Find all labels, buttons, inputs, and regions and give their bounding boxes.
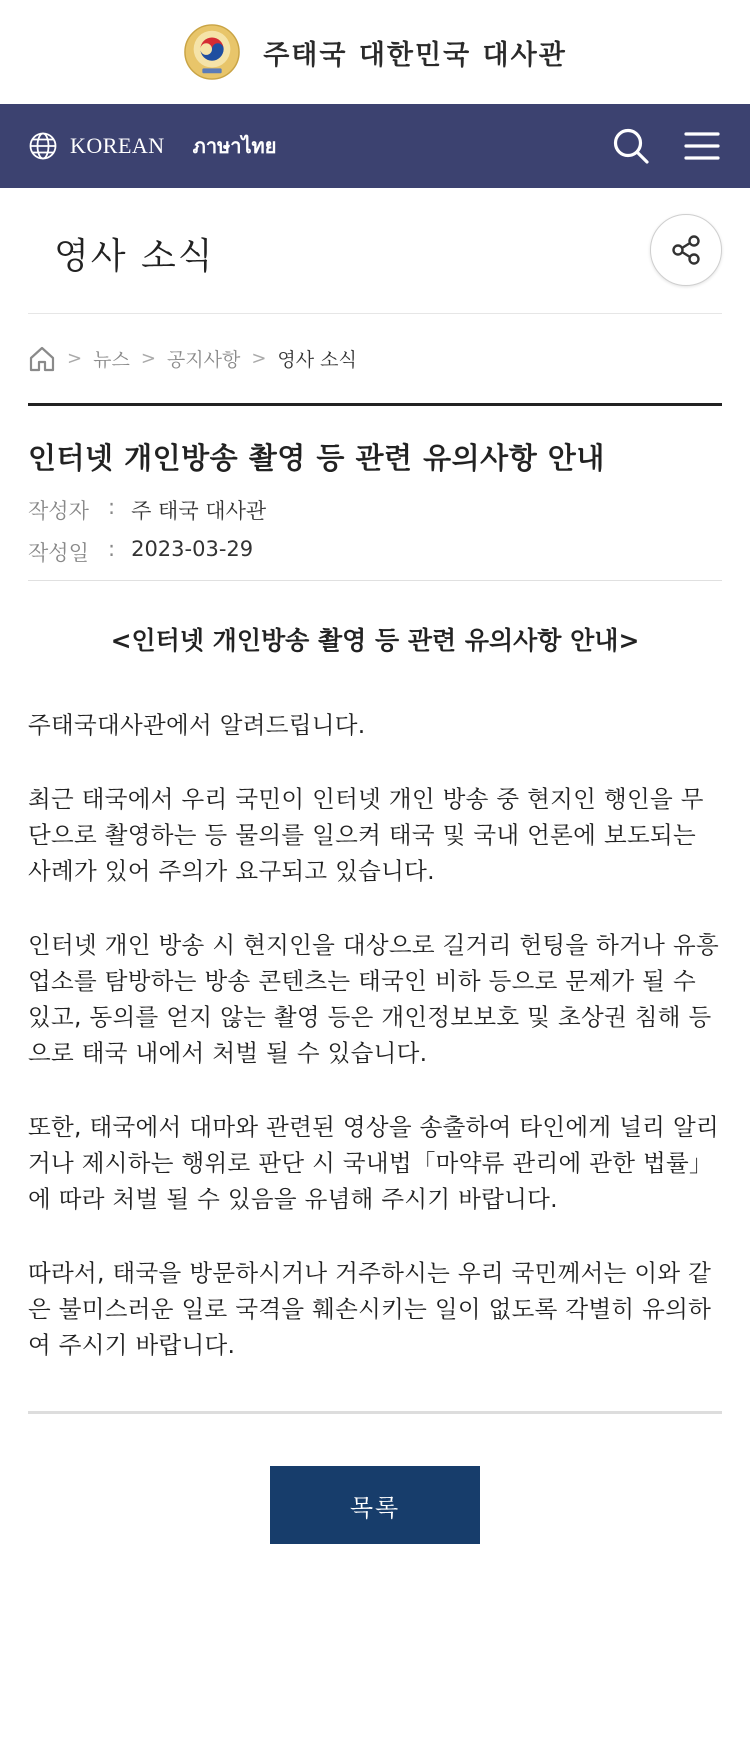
breadcrumb	[28, 314, 722, 406]
korea-embassy-emblem-icon[interactable]	[183, 23, 241, 81]
body-paragraph: 최근 태국에서 우리 국민이 인터넷 개인 방송 중 현지인 행인을 무단으로 촬영하는 등 물의를 일으켜 태국 및 국내 언론에 보도되는 사례가 있어 주의가 요구되고 있습니다.	[28, 785, 704, 885]
body-paragraph: 따라서, 태국을 방문하시거나 거주하시는 우리 국민께서는 이와 같은 불미스러운 일로 국격을 훼손시키는 일이 없도록 각별히 유의하여 주시기 바랍니다.	[28, 1259, 712, 1359]
home-icon[interactable]	[28, 345, 56, 373]
globe-icon	[28, 131, 58, 161]
author-value: 주 태국 대사관	[131, 499, 267, 523]
section-header	[28, 188, 722, 314]
author-row	[28, 495, 722, 525]
body-paragraph: 또한, 태국에서 대마와 관련된 영상을 송출하여 타인에게 널리 알리거나 제시하는 행위로 판단 시 국내법「마약류 관리에 관한 법률」에 따라 처벌 될 수 있음을 유념해 주시기 바랍니다.	[28, 1113, 719, 1213]
top-navbar	[0, 104, 750, 188]
article-meta	[28, 406, 722, 581]
list-button-wrap	[0, 1466, 750, 1544]
breadcrumb-item-consular-news[interactable]: 영사 소식	[277, 349, 357, 371]
lang-korean-link[interactable]: KOREAN	[70, 133, 165, 158]
hamburger-menu-icon[interactable]	[682, 126, 722, 166]
author-label: 작성자	[28, 499, 89, 523]
body-paragraph: 인터넷 개인 방송 시 현지인을 대상으로 길거리 헌팅을 하거나 유흥업소를 탐방하는 방송 콘텐츠는 태국인 비하 등으로 문제가 될 수 있고, 동의를 얻지 않는 촬영 등은 개인정보보호 및 초상권 침해 등으로 태국 내에서 처벌 될 수 있습니다.	[28, 931, 719, 1067]
body-divider	[28, 1411, 722, 1414]
lang-thai-link[interactable]: ภาษาไทย	[192, 134, 277, 158]
date-label: 작성일	[28, 541, 89, 565]
list-button[interactable]: 목록	[270, 1466, 480, 1544]
article-body-heading: <인터넷 개인방송 촬영 등 관련 유의사항 안내>	[110, 626, 640, 655]
section-title: 영사 소식	[54, 236, 215, 277]
date-row	[28, 537, 722, 567]
breadcrumb-item-notices[interactable]: 공지사항	[166, 349, 241, 371]
site-title[interactable]: 주태국 대한민국 대사관	[263, 39, 567, 71]
site-header	[0, 0, 750, 104]
search-icon[interactable]	[610, 125, 652, 167]
share-button[interactable]	[650, 214, 722, 286]
date-colon: :	[108, 537, 116, 561]
article-title: 인터넷 개인방송 촬영 등 관련 유의사항 안내	[28, 441, 605, 475]
breadcrumb-separator: >	[67, 348, 83, 369]
breadcrumb-separator: >	[251, 348, 267, 369]
body-paragraph: 주태국대사관에서 알려드립니다.	[28, 711, 366, 739]
breadcrumb-item-news[interactable]: 뉴스	[93, 349, 130, 371]
breadcrumb-separator: >	[140, 348, 156, 369]
date-value: 2023-03-29	[131, 537, 254, 561]
share-icon	[669, 233, 703, 267]
article-body	[28, 621, 722, 1363]
author-colon: :	[108, 495, 116, 519]
